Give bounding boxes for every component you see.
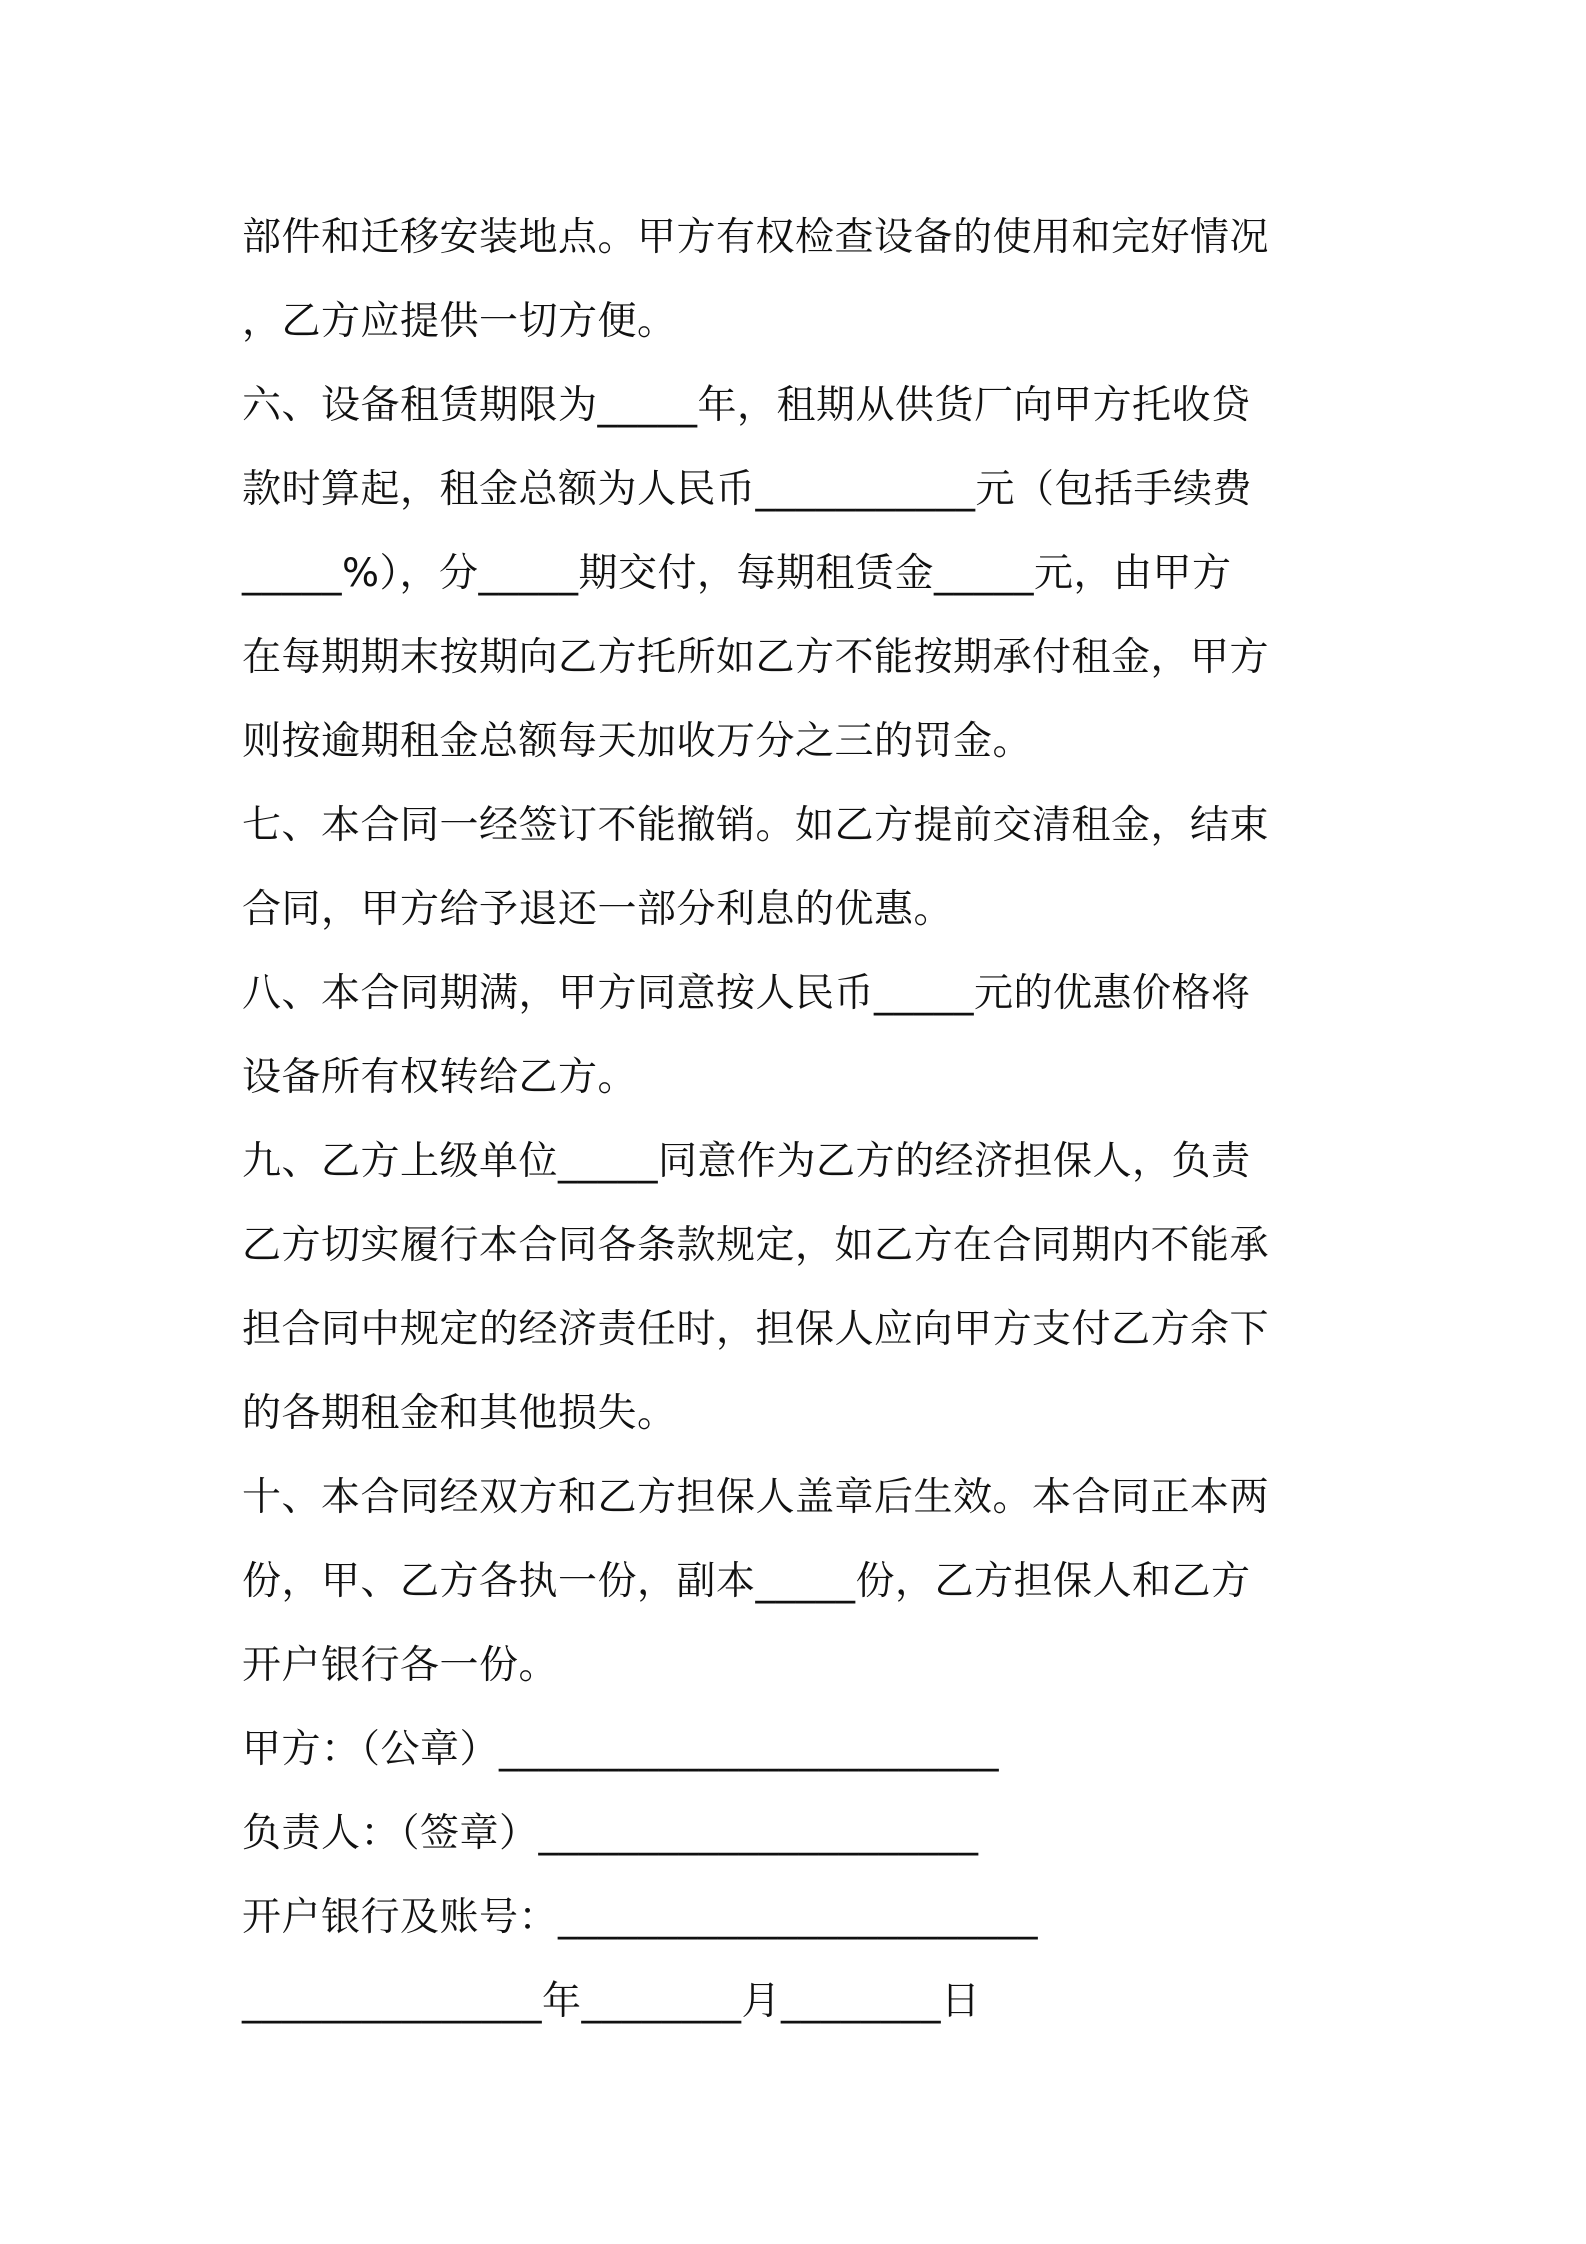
text-line: 则按逾期租金总额每天加收万分之三的罚金。: [242, 719, 1033, 764]
text-line: _____%），分_____期交付，每期租赁金_____元，由甲方: [242, 551, 1232, 596]
contract-body: [242, 196, 1352, 2044]
text-line: ，乙方应提供一切方便。: [242, 299, 677, 344]
date-line: _______________年________月________日: [242, 1979, 981, 2024]
clause-8: 八、本合同期满，甲方同意按人民币_____元的优惠价格将: [242, 971, 1251, 1016]
clause-7: 七、本合同一经签订不能撤销。如乙方提前交清租金，结束: [242, 803, 1270, 848]
text-line: 设备所有权转给乙方。: [242, 1055, 638, 1100]
text-line: 乙方切实履行本合同各条款规定，如乙方在合同期内不能承: [242, 1223, 1270, 1268]
text-line: 款时算起，租金总额为人民币___________元（包括手续费: [242, 467, 1253, 512]
text-line: 的各期租金和其他损失。: [242, 1391, 677, 1436]
text-line: 合同，甲方给予退还一部分利息的优惠。: [242, 887, 954, 932]
text-line: 在每期期末按期向乙方托所如乙方不能按期承付租金，甲方: [242, 635, 1270, 680]
text-line: 份，甲、乙方各执一份，副本_____份，乙方担保人和乙方: [242, 1559, 1251, 1604]
bank-account-line: 开户银行及账号：________________________: [242, 1895, 1039, 1940]
party-a-seal-line: 甲方：（公章）_________________________: [242, 1727, 1000, 1772]
clause-10: 十、本合同经双方和乙方担保人盖章后生效。本合同正本两: [242, 1475, 1270, 1520]
clause-6: 六、设备租赁期限为_____年，租期从供货厂向甲方托收贷: [242, 383, 1251, 428]
clause-9: 九、乙方上级单位_____同意作为乙方的经济担保人，负责: [242, 1139, 1251, 1184]
responsible-person-signature-line: 负责人：（签章）______________________: [242, 1811, 979, 1856]
text-line: 开户银行各一份。: [242, 1643, 559, 1688]
text-line: 部件和迁移安装地点。甲方有权检查设备的使用和完好情况: [242, 215, 1270, 260]
text-line: 担合同中规定的经济责任时，担保人应向甲方支付乙方余下: [242, 1307, 1270, 1352]
